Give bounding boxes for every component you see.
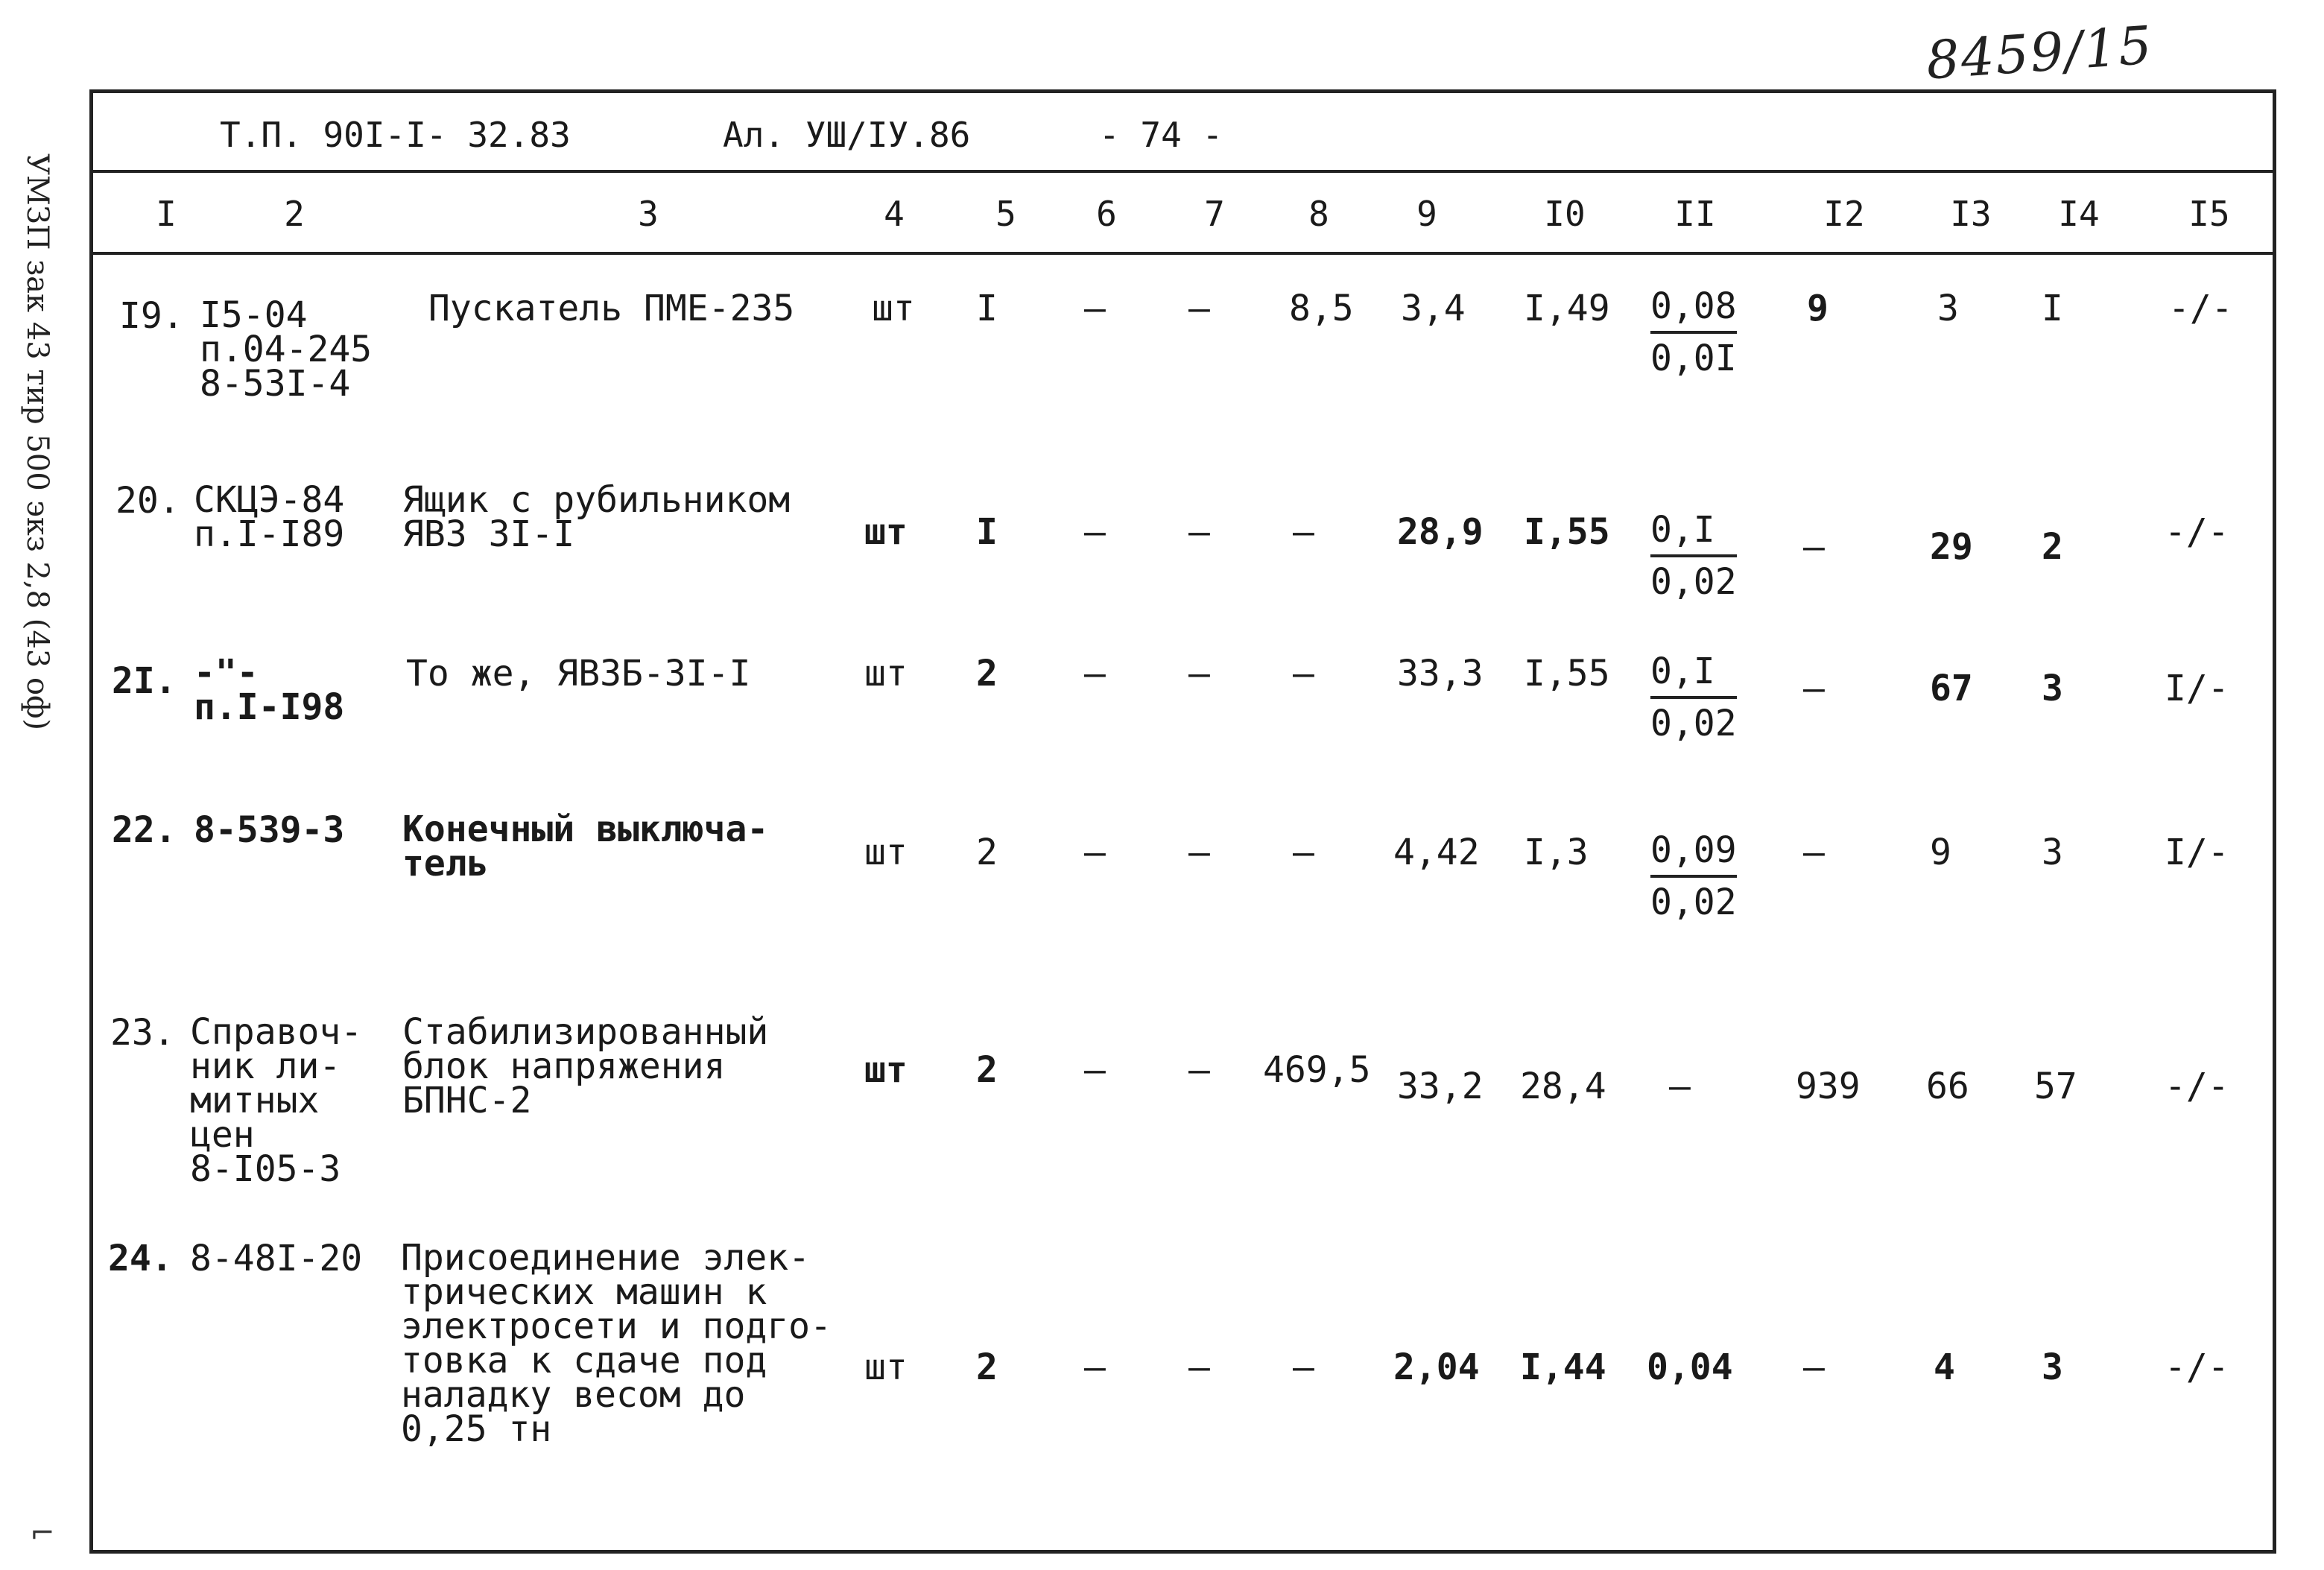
col-number: 7 [1204, 194, 1225, 234]
row-col10: I,49 [1524, 288, 1610, 329]
row-col5: 2 [976, 1346, 998, 1388]
row-col7: – [1188, 832, 1210, 873]
row-col15: I/- [2165, 668, 2229, 709]
row-col9: 28,9 [1397, 511, 1484, 553]
fraction-denominator: 0,02 [1650, 561, 1737, 603]
col-number: I3 [1950, 194, 1992, 234]
row-col6: – [1084, 288, 1106, 329]
row-col7: – [1188, 511, 1210, 553]
row-col9: 4,42 [1393, 832, 1480, 873]
row-name: Пускатель ПМЕ-235 [428, 288, 795, 329]
row-col15: -/- [2165, 1066, 2229, 1107]
row-unit: шт [864, 1049, 908, 1091]
row-col8: – [1293, 653, 1314, 694]
row-code: -"- п.I-I98 [194, 652, 345, 728]
row-col10: 28,4 [1520, 1066, 1606, 1107]
row-number: 22. [112, 809, 177, 851]
row-unit: шт [864, 653, 908, 694]
row-col12: – [1803, 668, 1825, 709]
row-col12: – [1803, 526, 1825, 568]
row-code: I5-04 п.04-245 8-53I-4 [200, 294, 373, 405]
col-number: 9 [1416, 194, 1437, 234]
row-col13: 3 [1937, 288, 1959, 329]
row-col5: 2 [976, 832, 998, 873]
row-col9: 33,2 [1397, 1066, 1484, 1107]
row-col15: I/- [2165, 832, 2229, 873]
fraction-denominator: 0,0I [1650, 338, 1737, 379]
col-number: I5 [2188, 194, 2230, 234]
corner-mark: ⌐ [30, 1516, 55, 1551]
row-col11 [1650, 826, 1737, 927]
row-col8: – [1293, 511, 1314, 553]
row-col7: – [1188, 1049, 1210, 1091]
row-col7: – [1188, 288, 1210, 329]
row-unit: шт [864, 1346, 908, 1388]
row-name: То же, ЯВЗБ-3I-I [406, 653, 751, 694]
row-col7: – [1188, 1346, 1210, 1388]
document-code: Т.П. 90I-I- 32.83 [220, 115, 571, 155]
row-col11 [1650, 505, 1737, 607]
row-col6: – [1084, 511, 1106, 553]
row-name: Ящик с рубильником ЯВЗ 3I-I [402, 479, 791, 555]
col-number: 5 [995, 194, 1016, 234]
row-col13: 29 [1930, 526, 1973, 568]
fraction-numerator: 0,09 [1650, 826, 1737, 878]
row-col12: – [1803, 832, 1825, 873]
row-number: 20. [115, 480, 180, 522]
column-number-row [89, 173, 2276, 255]
row-col12: – [1803, 1346, 1825, 1388]
row-col6: – [1084, 653, 1106, 694]
row-col5: 2 [976, 1049, 998, 1091]
fraction-denominator: 0,02 [1650, 703, 1737, 744]
page-reference: 8459/15 [1924, 14, 2156, 92]
col-number: 6 [1096, 194, 1117, 234]
col-number: II [1674, 194, 1716, 234]
row-col14: 3 [2042, 832, 2063, 873]
row-name: Конечный выключа- тель [402, 808, 769, 884]
row-col15: -/- [2165, 1346, 2229, 1388]
row-number: 24. [108, 1238, 173, 1279]
row-col8: 8,5 [1289, 288, 1354, 329]
row-code: Справоч- ник ли- митных цен 8-I05-3 [190, 1011, 363, 1190]
row-col12: 9 [1807, 288, 1829, 329]
col-number: 4 [884, 194, 905, 234]
fraction-denominator: 0,02 [1650, 881, 1737, 923]
row-col10: I,44 [1520, 1346, 1606, 1388]
col-number: I [156, 194, 177, 234]
row-col11: 0,04 [1647, 1346, 1733, 1388]
row-col6: – [1084, 1049, 1106, 1091]
row-col13: 67 [1930, 668, 1973, 709]
col-number: I2 [1823, 194, 1865, 234]
row-col14: 57 [2034, 1066, 2077, 1107]
col-number: I4 [2058, 194, 2100, 234]
col-number: 8 [1308, 194, 1329, 234]
side-print-stamp: УМЗП зак 43 тир 500 экз 2,8 (43 оф) [20, 153, 54, 731]
row-col15: -/- [2168, 288, 2233, 329]
col-number: I0 [1544, 194, 1586, 234]
row-col14: 3 [2042, 668, 2063, 709]
row-name: Присоединение элек- трических машин к электросети и подго- товка к сдаче под наладку весом до 0,25 тн [401, 1237, 832, 1450]
row-number: I9. [119, 295, 184, 337]
row-col7: – [1188, 653, 1210, 694]
col-number: 2 [284, 194, 305, 234]
page-number: - 74 - [1099, 115, 1223, 155]
row-col9: 3,4 [1401, 288, 1466, 329]
row-col10: I,55 [1524, 511, 1610, 553]
row-col8: 469,5 [1263, 1049, 1371, 1091]
row-col6: – [1084, 1346, 1106, 1388]
row-col9: 2,04 [1393, 1346, 1480, 1388]
row-number: 23. [110, 1012, 175, 1054]
row-col9: 33,3 [1397, 653, 1484, 694]
row-col14: 3 [2042, 1346, 2063, 1388]
row-name: Стабилизированный блок напряжения БПНС-2 [402, 1011, 769, 1121]
row-col14: I [2042, 288, 2063, 329]
row-code: 8-48I-20 [190, 1238, 363, 1279]
row-code: 8-539-3 [194, 809, 345, 851]
row-col11: – [1669, 1066, 1691, 1107]
row-col15: -/- [2165, 511, 2229, 553]
col-number: 3 [638, 194, 659, 234]
fraction-numerator: 0,I [1650, 647, 1737, 699]
fraction-numerator: 0,08 [1650, 282, 1737, 334]
fraction-numerator: 0,I [1650, 505, 1737, 557]
row-col13: 9 [1930, 832, 1951, 873]
row-code: СКЦЭ-84 п.I-I89 [194, 479, 345, 555]
row-number: 2I. [112, 660, 177, 702]
row-unit: шт [864, 832, 908, 873]
row-col11 [1650, 282, 1737, 383]
row-col10: I,3 [1524, 832, 1589, 873]
row-col8: – [1293, 832, 1314, 873]
row-col8: – [1293, 1346, 1314, 1388]
document-header [89, 89, 2276, 173]
row-col12: 939 [1796, 1066, 1861, 1107]
row-col6: – [1084, 832, 1106, 873]
row-col14: 2 [2042, 526, 2063, 568]
row-col5: I [976, 511, 998, 553]
row-col10: I,55 [1524, 653, 1610, 694]
row-col5: I [976, 288, 998, 329]
row-unit: шт [872, 288, 915, 329]
row-col11 [1650, 647, 1737, 748]
row-col5: 2 [976, 653, 998, 694]
album-code: Ал. УШ/IУ.86 [723, 115, 971, 155]
row-col13: 66 [1926, 1066, 1969, 1107]
row-col13: 4 [1934, 1346, 1955, 1388]
row-unit: шт [864, 511, 908, 553]
